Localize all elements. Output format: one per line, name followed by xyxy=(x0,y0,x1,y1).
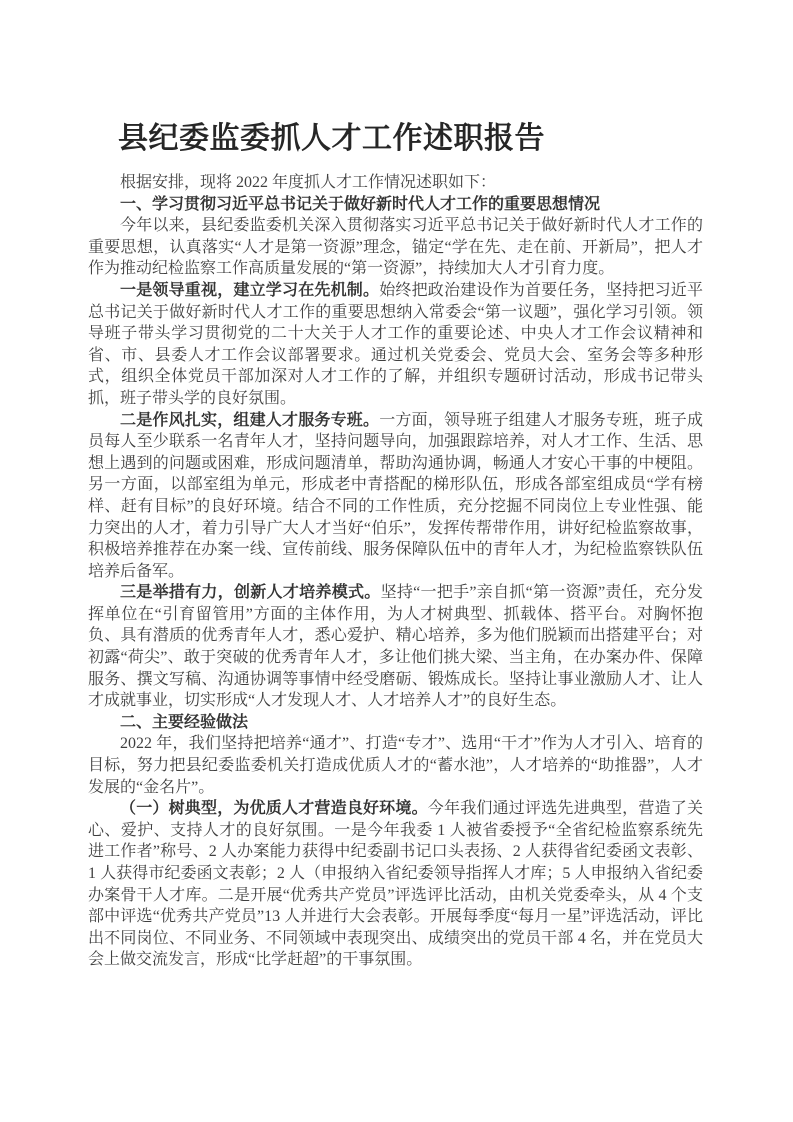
paragraph-point-2 xyxy=(88,410,703,583)
paragraph-text: 坚持“一把手”亲自抓“第一资源”责任，充分发挥单位在“引育留管用”方面的主体作用，为人才树典型、抓载体、搭平台。对胸怀抱负、具有潜质的优秀青年人才，悉心爱护、精心培养，多为他们脱颖而出搭建平台；对初露“荷尖”、敢于突破的优秀青年人才，多让他们挑大梁、当主角，在办案办件、保障服务、撰文写稿、沟通协调等事情中经受磨砺、锻炼成长。坚持让事业激励人才、让人才成就事业，切实形成“人才发现人才、人才培养人才”的良好生态。 xyxy=(88,584,703,710)
paragraph-point-3 xyxy=(88,582,703,712)
paragraph-experience-1 xyxy=(88,798,703,971)
paragraph-intro xyxy=(88,172,703,194)
section-heading-1 xyxy=(88,194,703,216)
paragraph-lead: 三是举措有力，创新人才培养模式。 xyxy=(120,584,381,602)
paragraph-lead: 一、学习贯彻习近平总书记关于做好新时代人才工作的重要思想情况 xyxy=(120,195,601,213)
paragraph-section1-overview xyxy=(88,215,703,280)
document-title: 县纪委监委抓人才工作述职报告 xyxy=(118,122,545,155)
paragraph-point-1 xyxy=(88,280,703,410)
paragraph-text: 一方面，领导班子组建人才服务专班，班子成员每人至少联系一名青年人才，坚持问题导向，加强跟踪培养，对人才工作、生活、思想上遇到的问题或困难，形成问题清单，帮助沟通协调，畅通人才安心干事的中梗阻。另一方面，以部室组为单元，形成老中青搭配的梯形队伍，形成各部室组成员“学有榜样、赶有目标”的良好环境。结合不同的工作性质，充分挖掘不同岗位上专业性强、能力突出的人才，着力引导广大人才当好“伯乐”，发挥传帮带作用，讲好纪检监察故事，积极培养推荐在办案一线、宣传前线、服务保障队伍中的青年人才，为纪检监察铁队伍培养后备军。 xyxy=(88,411,703,580)
paragraph-lead: 二、主要经验做法 xyxy=(120,713,249,731)
paragraph-text: 根据安排，现将 2022 年度抓人才工作情况述职如下： xyxy=(120,174,497,191)
paragraph-text: 始终把政治建设作为首要任务，坚持把习近平总书记关于做好新时代人才工作的重要思想纳入常委会“第一议题”，强化学习引领。领导班子带头学习贯彻党的二十大关于人才工作的重要论述、中央人才工作会议精神和省、市、县委人才工作会议部署要求。通过机关党委会、党员大会、室务会等多种形式，组织全体党员干部加深对人才工作的了解，并组织专题研讨活动，形成书记带头抓，班子带头学的良好氛围。 xyxy=(88,281,703,407)
paragraph-lead: 一是领导重视，建立学习在先机制。 xyxy=(120,281,380,299)
paragraph-text: 今年以来，县纪委监委机关深入贯彻落实习近平总书记关于做好新时代人才工作的重要思想，认真落实“人才是第一资源”理念，锚定“学在先、走在前、开新局”，把人才作为推动纪检监察工作高质量发展的“第一资源”，持续加大人才引育力度。 xyxy=(88,217,703,278)
paragraph-section2-overview xyxy=(88,733,703,798)
paragraph-lead: （一）树典型，为优质人才营造良好环境。 xyxy=(120,800,428,818)
paragraph-text: 2022 年，我们坚持把培养“通才”、打造“专才”、选用“干才”作为人才引入、培育的目标，努力把县纪委监委机关打造成优质人才的“蓄水池”，人才培养的“助推器”，人才发展的“金名片”。 xyxy=(88,735,703,796)
paragraph-text: 今年我们通过评选先进典型，营造了关心、爱护、支持人才的良好氛围。一是今年我委 1 人被省委授予“全省纪检监察系统先进工作者”称号、2 人办案能力获得中纪委副书记口头表扬、2 人获得省纪委函文表彰、1 人获得市纪委函文表彰；2 人（申报纳入省纪委领导指挥人才库；5 人申报纳入省纪委办案骨干人才库。二是开展“优秀共产党员”评选评比活动，由机关党委牵头，从 4 个支部中评选“优秀共产党员”13 人并进行大会表彰。开展每季度“每月一星”评选活动，评比出不同岗位、不同业务、不同领域中表现突出、成绩突出的党员干部 4 名，并在党员大会上做交流发言，形成“比学赶超”的干事氛围。 xyxy=(88,800,703,969)
paragraph-lead: 二是作风扎实，组建人才服务专班。 xyxy=(120,411,380,429)
section-heading-2 xyxy=(88,712,703,734)
